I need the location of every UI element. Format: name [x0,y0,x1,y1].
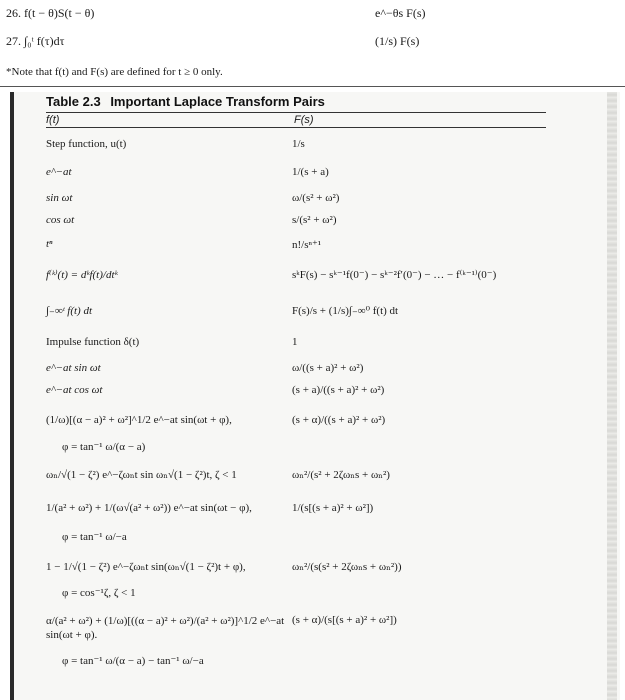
table-row-right: n!/sⁿ⁺¹ [292,239,322,251]
row-26-left: 26. f(t − θ)S(t − θ) [6,6,95,20]
table-row-left: φ = cos⁻¹ζ, ζ < 1 [62,587,136,599]
table-caption: Important Laplace Transform Pairs [110,94,325,109]
table-row-left: e^−at sin ωt [46,362,101,374]
row-27-right: (1/s) F(s) [375,34,420,48]
header-bottom-rule [46,127,546,128]
table-row-right: ω/((s + a)² + ω²) [292,362,364,374]
table-row-left: φ = tan⁻¹ ω/(α − a) − tan⁻¹ ω/−a [62,655,204,667]
table-row-right: 1/(s + a) [292,166,329,178]
table-row-right: 1/(s[(s + a)² + ω²]) [292,502,374,514]
col-header-f: f(t) [46,114,60,126]
table-row-left: sin ωt [46,192,73,204]
table-row-right: ω/(s² + ω²) [292,192,340,204]
table-row-left: ∫₋∞ᵗ f(t) dt [46,305,93,317]
table-row-right: (s + α)/(s[(s + a)² + ω²]) [292,614,397,626]
table-row-right: (s + a)/((s + a)² + ω²) [292,384,385,396]
table-row-left: ωₙ/√(1 − ζ²) e^−ζωₙt sin ωₙ√(1 − ζ²)t, ζ < 1 [46,469,237,481]
table-row-left: Impulse function δ(t) [46,336,140,348]
table-row-left: e^−at [46,166,72,178]
table-row-right: (s + α)/((s + a)² + ω²) [292,414,386,426]
table-title [46,94,325,109]
table-row-left: (1/ω)[(α − a)² + ω²]^1/2 e^−at sin(ωt + φ), [46,414,232,426]
table-row-left: e^−at cos ωt [46,384,103,396]
table-row-left: f⁽ᵏ⁾(t) = dᵏf(t)/dtᵏ [46,269,118,281]
top-divider [0,86,625,87]
table-row-right: ωₙ²/(s(s² + 2ζωₙs + ωₙ²)) [292,561,402,573]
row-27-left: 27. ∫₀ᵗ f(τ)dτ [6,34,65,48]
page-edge [607,92,617,700]
book-page [10,92,620,700]
table-row-right: s/(s² + ω²) [292,214,337,226]
table-number: Table 2.3 [46,94,101,109]
table-row-left: α/(a² + ω²) + (1/ω)[((α − a)² + ω²)/(a² + ω²)]^1/2 e^−at sin(ωt + φ). [46,615,285,641]
table-row-right: F(s)/s + (1/s)∫₋∞⁰ f(t) dt [292,305,399,317]
footnote: *Note that f(t) and F(s) are defined for t ≥ 0 only. [6,66,223,78]
table-row-left: cos ωt [46,214,75,226]
col-header-F: F(s) [294,114,314,126]
table-row-left: φ = tan⁻¹ ω/−a [62,531,127,543]
table-row-right: sᵏF(s) − sᵏ⁻¹f(0⁻) − sᵏ⁻²f′(0⁻) − … − f⁽ᵏ⁻¹⁾(0⁻) [292,269,497,281]
table-row-right: 1 [292,336,298,348]
header-top-rule [46,112,546,113]
table-row-left: 1 − 1/√(1 − ζ²) e^−ζωₙt sin(ωₙ√(1 − ζ²)t + φ), [46,561,246,573]
table-row-left: φ = tan⁻¹ ω/(α − a) [62,441,146,453]
table-row-left: tⁿ [46,238,53,250]
table-row-right: 1/s [292,138,305,150]
row-26-right: e^−θs F(s) [375,6,426,20]
table-row-left: Step function, u(t) [46,138,127,150]
table-row-right: ωₙ²/(s² + 2ζωₙs + ωₙ²) [292,469,390,481]
table-row-left: 1/(a² + ω²) + 1/(ω√(a² + ω²)) e^−at sin(ωt − φ), [46,502,252,514]
